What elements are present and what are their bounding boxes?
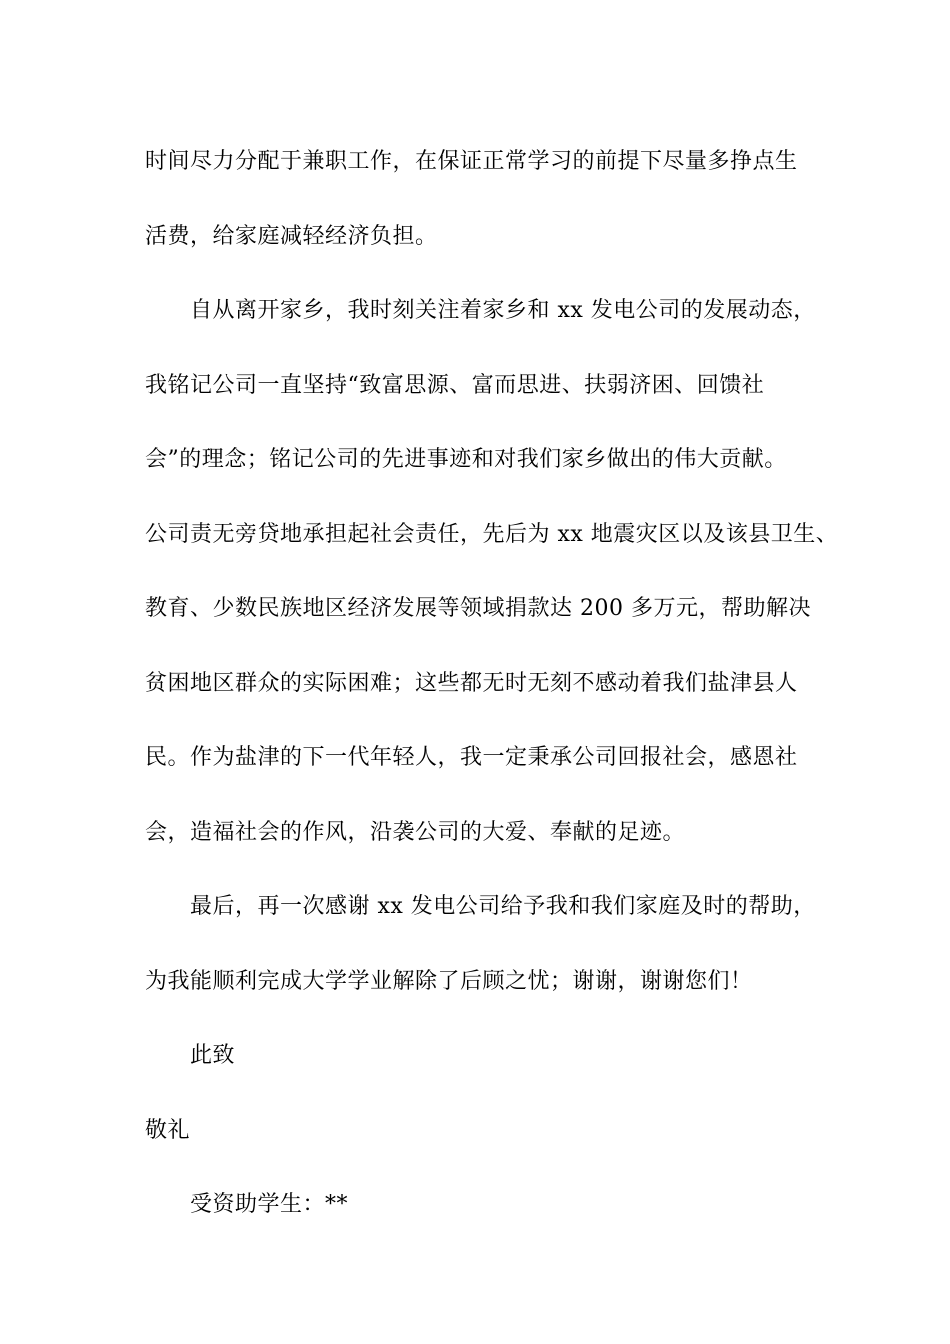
signature-line: 受资助学生：** <box>190 1192 349 1217</box>
paragraph-line: 教育、少数民族地区经济发展等领域捐款达 200 多万元，帮助解决 <box>145 596 811 621</box>
paragraph-line: 贫困地区群众的实际困难；这些都无时无刻不感动着我们盐津县人 <box>145 670 798 696</box>
paragraph-line: 公司责无旁贷地承担起社会责任，先后为 xx 地震灾区以及该县卫生、 <box>145 521 839 547</box>
paragraph-line: 最后，再一次感谢 xx 发电公司给予我和我们家庭及时的帮助， <box>190 894 816 919</box>
paragraph-line: 民。作为盐津的下一代年轻人，我一定秉承公司回报社会，感恩社 <box>145 745 798 770</box>
paragraph-line: 时间尽力分配于兼职工作，在保证正常学习的前提下尽量多挣点生 <box>145 149 798 174</box>
letter-body <box>145 125 839 1243</box>
paragraph-line: 为我能顺利完成大学学业解除了后顾之忧；谢谢，谢谢您们！ <box>145 968 753 994</box>
closing-regards: 敬礼 <box>145 1117 191 1143</box>
paragraph-line: 自从离开家乡，我时刻关注着家乡和 xx 发电公司的发展动态， <box>190 298 816 323</box>
paragraph-line: 会”的理念；铭记公司的先进事迹和对我们家乡做出的伟大贡献。 <box>145 447 787 472</box>
paragraph-line: 我铭记公司一直坚持“致富思源、富而思进、扶弱济困、回馈社 <box>145 372 765 398</box>
closing-salutation: 此致 <box>190 1043 236 1068</box>
paragraph-line: 会，造福社会的作风，沿袭公司的大爱、奉献的足迹。 <box>145 819 686 845</box>
paragraph-line: 活费，给家庭减轻经济负担。 <box>145 223 438 249</box>
